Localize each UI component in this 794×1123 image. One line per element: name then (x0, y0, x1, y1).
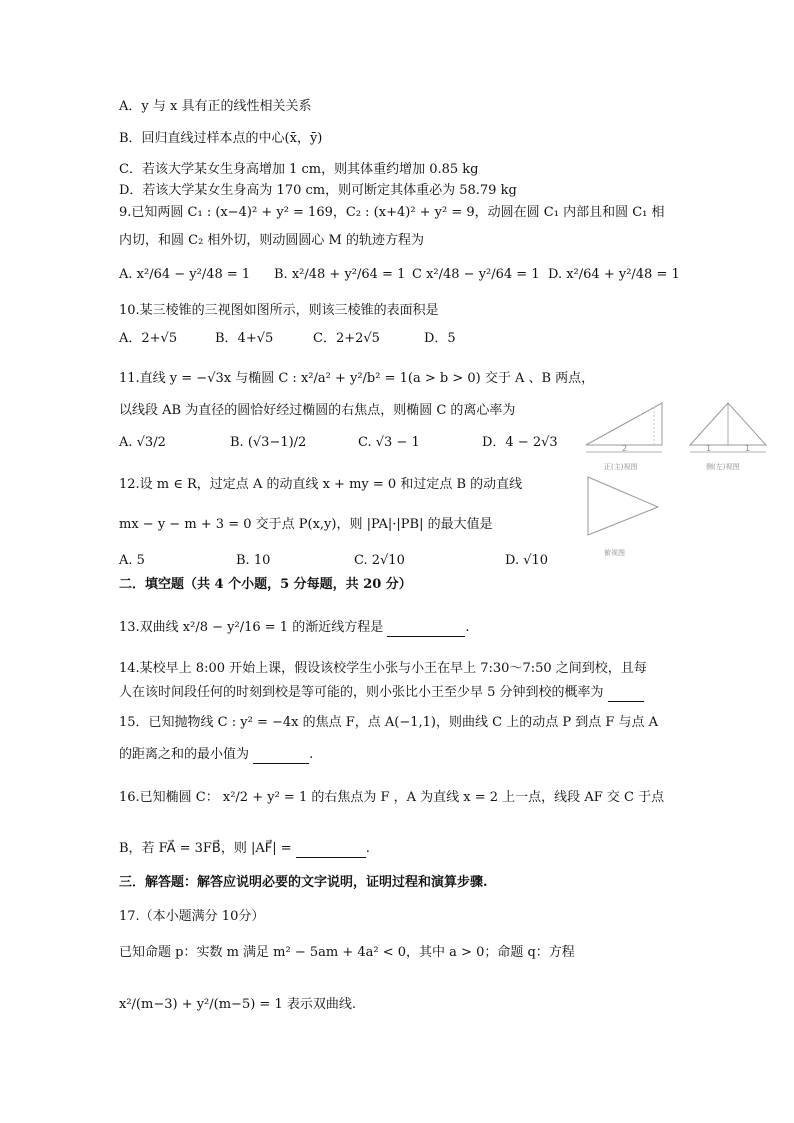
q12-stem-line2: mx − y − m + 3 = 0 交于点 P(x,y)，则 |PA|·|PB| 的最大值是 (119, 517, 493, 532)
q11-option-d: D．4 − 2√3 (482, 435, 558, 450)
q14-stem: 人在该时间段任何的时刻到校是等可能的，则小张比小王至少早 5 分钟到校的概率为 (119, 685, 604, 700)
side-view-label: 侧(左)视图 (706, 463, 740, 471)
q16-line2: B，若 FA⃗ = 3FB⃗，则 |AF⃗| = . (119, 841, 370, 856)
side-view-dim-1b: 1 (745, 444, 751, 453)
q17-line1: 已知命题 p：实数 m 满足 m² − 5am + 4a² < 0，其中 a > 0；命题 q：方程 (119, 945, 575, 960)
section-3-heading: 三．解答题：解答应说明必要的文字说明，证明过程和演算步骤. (119, 875, 488, 890)
q11-option-a: A. √3/2 (119, 435, 166, 450)
front-view-triangle (586, 403, 662, 445)
q14-line2 (119, 684, 644, 702)
q9-stem-line2: 内切，和圆 C₂ 相外切，则动圆圆心 M 的轨迹方程为 (119, 233, 424, 248)
q16-stem: B，若 FA⃗ = 3FB⃗，则 |AF⃗| = (119, 841, 292, 856)
q12-option-c: C. 2√10 (354, 553, 405, 568)
q8-option-d: D．若该大学某女生身高为 170 cm，则可断定其体重必为 58.79 kg (119, 183, 517, 198)
q14-answer-blank[interactable] (608, 687, 644, 702)
q15-line2: 的距离之和的最小值为 . (119, 747, 314, 762)
q9-option-a: A. x²/64 − y²/48 = 1 (119, 267, 251, 282)
front-view-label: 正(主)视图 (604, 463, 638, 471)
q12-option-b: B. 10 (236, 553, 271, 568)
q15-answer-blank[interactable] (253, 749, 309, 764)
section-2-heading: 二．填空题（共 4 个小题，5 分每题，共 20 分） (119, 577, 412, 592)
q17-heading: 17.（本小题满分 10分） (119, 909, 265, 924)
q10-option-c: C．2+2√5 (313, 331, 380, 346)
q13-answer-blank[interactable] (387, 622, 465, 637)
q11-stem-line2: 以线段 AB 为直径的圆恰好经过椭圆的右焦点，则椭圆 C 的离心率为 (119, 403, 516, 418)
q10-stem: 10.某三棱锥的三视图如图所示，则该三棱锥的表面积是 (119, 303, 439, 318)
top-view-triangle (588, 477, 658, 535)
q13-stem: 13.双曲线 x²/8 − y²/16 = 1 的渐近线方程是 (119, 620, 384, 635)
q11-stem-line1: 11.直线 y = −√3x 与椭圆 C : x²/a² + y²/b² = 1(a > b > 0) 交于 A 、B 两点， (119, 371, 595, 386)
q12-option-d: D. √10 (505, 553, 549, 568)
q9-option-b: B. x²/48 + y²/64 = 1 (274, 267, 406, 282)
q16-line1: 16.已知椭圆 C： x²/2 + y² = 1 的右焦点为 F ，A 为直线 x = 2 上一点，线段 AF 交 C 于点 (119, 790, 665, 805)
q9-option-d: D. x²/64 + y²/48 = 1 (548, 267, 680, 282)
q15-line1: 15．已知抛物线 C : y² = −4x 的焦点 F，点 A(−1,1)，则曲线 C 上的动点 P 到点 F 与点 A (119, 715, 659, 730)
q8-option-a: A．y 与 x 具有正的线性相关关系 (119, 99, 312, 114)
q10-option-a: A．2+√5 (119, 331, 178, 346)
q12-option-a: A. 5 (119, 553, 145, 568)
q8-option-c: C．若该大学某女生身高增加 1 cm，则其体重约增加 0.85 kg (119, 162, 479, 177)
side-view-dim-1a: 1 (706, 444, 712, 453)
q9-stem-line1: 9.已知两圆 C₁ : (x−4)² + y² = 169，C₂ : (x+4)² + y² = 9，动圆在圆 C₁ 内部且和圆 C₁ 相 (119, 205, 665, 220)
q13-text: 13.双曲线 x²/8 − y²/16 = 1 的渐近线方程是 . (119, 620, 470, 635)
q14-line1: 14.某校早上 8:00 开始上课，假设该校学生小张与小王在早上 7:30～7:50 之间到校，且每 (119, 661, 647, 676)
q12-stem-line1: 12.设 m ∈ R，过定点 A 的动直线 x + my = 0 和过定点 B 的动直线 (119, 477, 523, 492)
three-view-figure (582, 395, 782, 575)
q10-option-b: B．4+√5 (215, 331, 274, 346)
q9-option-c: C x²/48 − y²/64 = 1 (412, 267, 540, 282)
q11-option-b: B. (√3−1)/2 (230, 435, 307, 450)
q17-line2: x²/(m−3) + y²/(m−5) = 1 表示双曲线. (119, 997, 356, 1012)
q15-stem: 的距离之和的最小值为 (119, 747, 250, 762)
top-view-label: 俯视图 (604, 549, 625, 557)
front-view-dim-2: 2 (622, 444, 628, 453)
q8-option-b: B．回归直线过样本点的中心(x̄，ȳ) (119, 131, 323, 146)
q16-answer-blank[interactable] (296, 843, 366, 858)
q11-option-c: C. √3 − 1 (358, 435, 420, 450)
q10-option-d: D．5 (424, 331, 456, 346)
